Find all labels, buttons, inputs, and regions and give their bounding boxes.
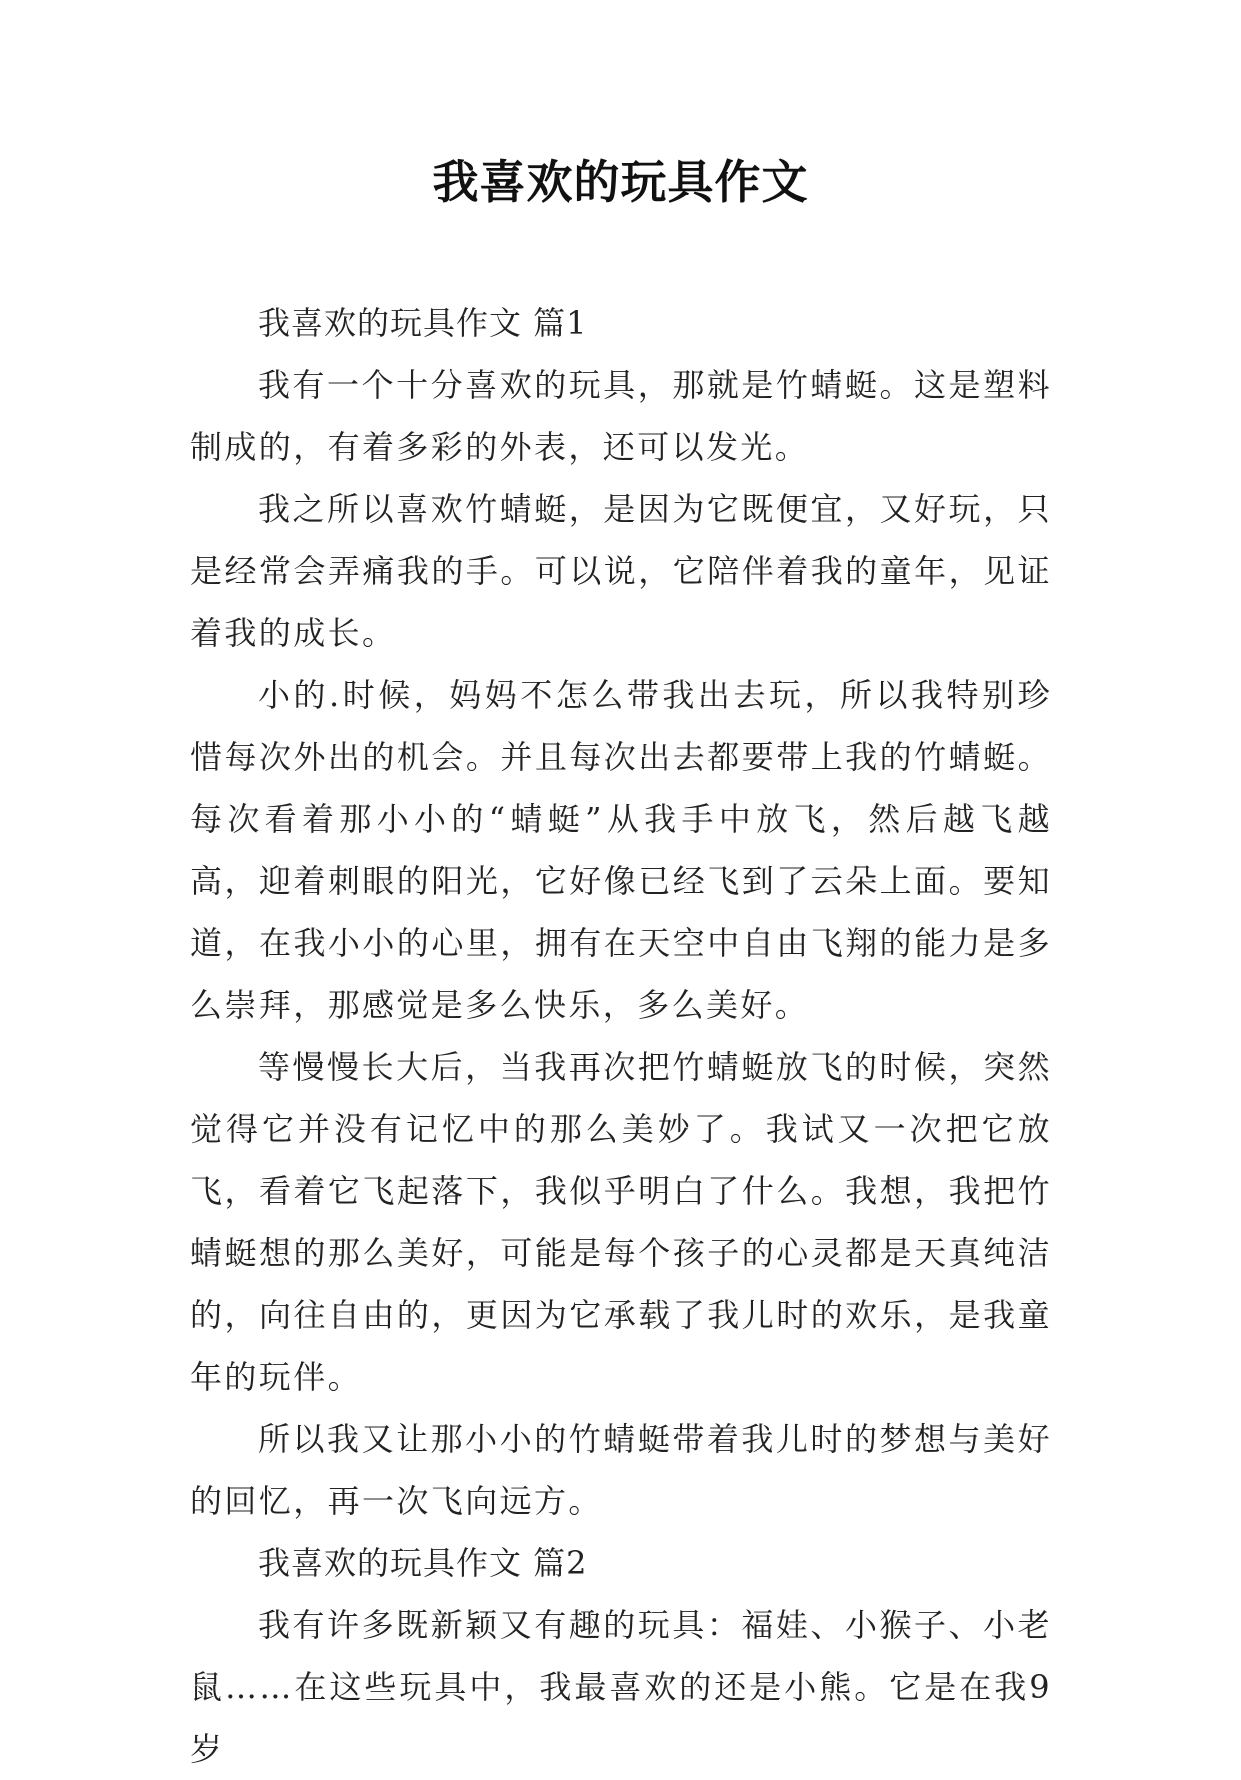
document-body — [190, 292, 1052, 1780]
paragraph: 所以我又让那小小的竹蜻蜓带着我儿时的梦想与美好的回忆，再一次飞向远方。 — [190, 1420, 1052, 1520]
paragraph: 我有许多既新颖又有趣的玩具：福娃、小猴子、小老鼠……在这些玩具中，我最喜欢的还是小熊。它是在我9岁 — [190, 1606, 1052, 1768]
paragraph: 我之所以喜欢竹蜻蜓，是因为它既便宜，又好玩，只是经常会弄痛我的手。可以说，它陪伴着我的童年，见证着我的成长。 — [190, 490, 1052, 652]
paragraph: 小的.时候，妈妈不怎么带我出去玩，所以我特别珍惜每次外出的机会。并且每次出去都要带上我的竹蜻蜓。每次看着那小小的“蜻蜓”从我手中放飞，然后越飞越高，迎着刺眼的阳光，它好像已经飞到了云朵上面。要知道，在我小小的心里，拥有在天空中自由飞翔的能力是多么崇拜，那感觉是多么快乐，多么美好。 — [190, 676, 1052, 1024]
document-title: 我喜欢的玩具作文 — [432, 155, 809, 209]
paragraph: 我有一个十分喜欢的玩具，那就是竹蜻蜓。这是塑料制成的，有着多彩的外表，还可以发光。 — [190, 366, 1052, 466]
paragraph: 等慢慢长大后，当我再次把竹蜻蜓放飞的时候，突然觉得它并没有记忆中的那么美妙了。我试又一次把它放飞，看着它飞起落下，我似乎明白了什么。我想，我把竹蜻蜓想的那么美好，可能是每个孩子的心灵都是天真纯洁的，向往自由的，更因为它承载了我儿时的欢乐，是我童年的玩伴。 — [190, 1048, 1052, 1396]
section-heading-2: 我喜欢的玩具作文 篇2 — [258, 1544, 588, 1582]
section-heading-1: 我喜欢的玩具作文 篇1 — [258, 304, 588, 342]
